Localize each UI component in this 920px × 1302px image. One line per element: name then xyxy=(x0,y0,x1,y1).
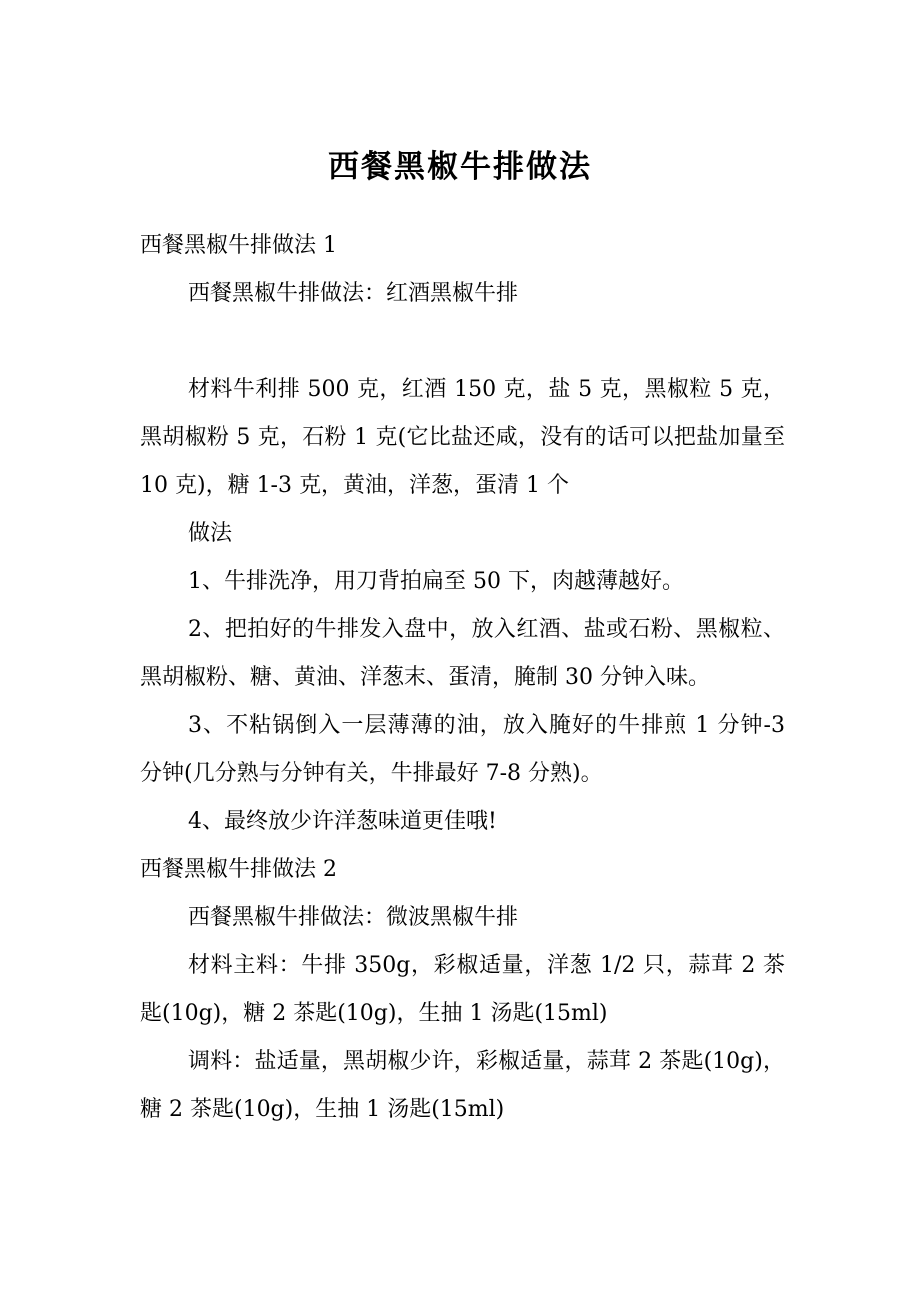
recipe-subtitle-1: 西餐黑椒牛排做法：红酒黑椒牛排 xyxy=(188,281,519,306)
step-1: 1、牛排洗净，用刀背拍扁至 50 下，肉越薄越好。 xyxy=(188,569,684,594)
step-4: 4、最终放少许洋葱味道更佳哦! xyxy=(188,809,497,834)
seasoning-paragraph: 调料：盐适量，黑胡椒少许，彩椒适量，蒜茸 2 茶匙(10g)，糖 2 茶匙(10g)，生抽 1 汤匙(15ml) xyxy=(140,1049,785,1122)
paragraph-spacer xyxy=(140,318,785,366)
method-label: 做法 xyxy=(188,521,233,546)
document-title: 西餐黑椒牛排做法 xyxy=(328,149,592,185)
section-heading-2: 西餐黑椒牛排做法 2 xyxy=(140,857,337,882)
step-2: 2、把拍好的牛排发入盘中，放入红酒、盐或石粉、黑椒粒、黑胡椒粉、糖、黄油、洋葱末、蛋清，腌制 30 分钟入味。 xyxy=(140,617,785,690)
document-body xyxy=(140,222,785,1134)
section-heading-1: 西餐黑椒牛排做法 1 xyxy=(140,233,337,258)
ingredients-paragraph-1: 材料牛利排 500 克，红酒 150 克，盐 5 克，黑椒粒 5 克，黑胡椒粉 5 克，石粉 1 克(它比盐还咸，没有的话可以把盐加量至 10 克)，糖 1-3 克，黄油，洋葱，蛋清 1 个 xyxy=(140,377,785,498)
main-ingredients-paragraph: 材料主料：牛排 350g，彩椒适量，洋葱 1/2 只，蒜茸 2 茶匙(10g)，糖 2 茶匙(10g)，生抽 1 汤匙(15ml) xyxy=(140,953,785,1026)
step-3: 3、不粘锅倒入一层薄薄的油，放入腌好的牛排煎 1 分钟-3 分钟(几分熟与分钟有关，牛排最好 7-8 分熟)。 xyxy=(140,713,785,786)
recipe-subtitle-2: 西餐黑椒牛排做法：微波黑椒牛排 xyxy=(188,905,519,930)
